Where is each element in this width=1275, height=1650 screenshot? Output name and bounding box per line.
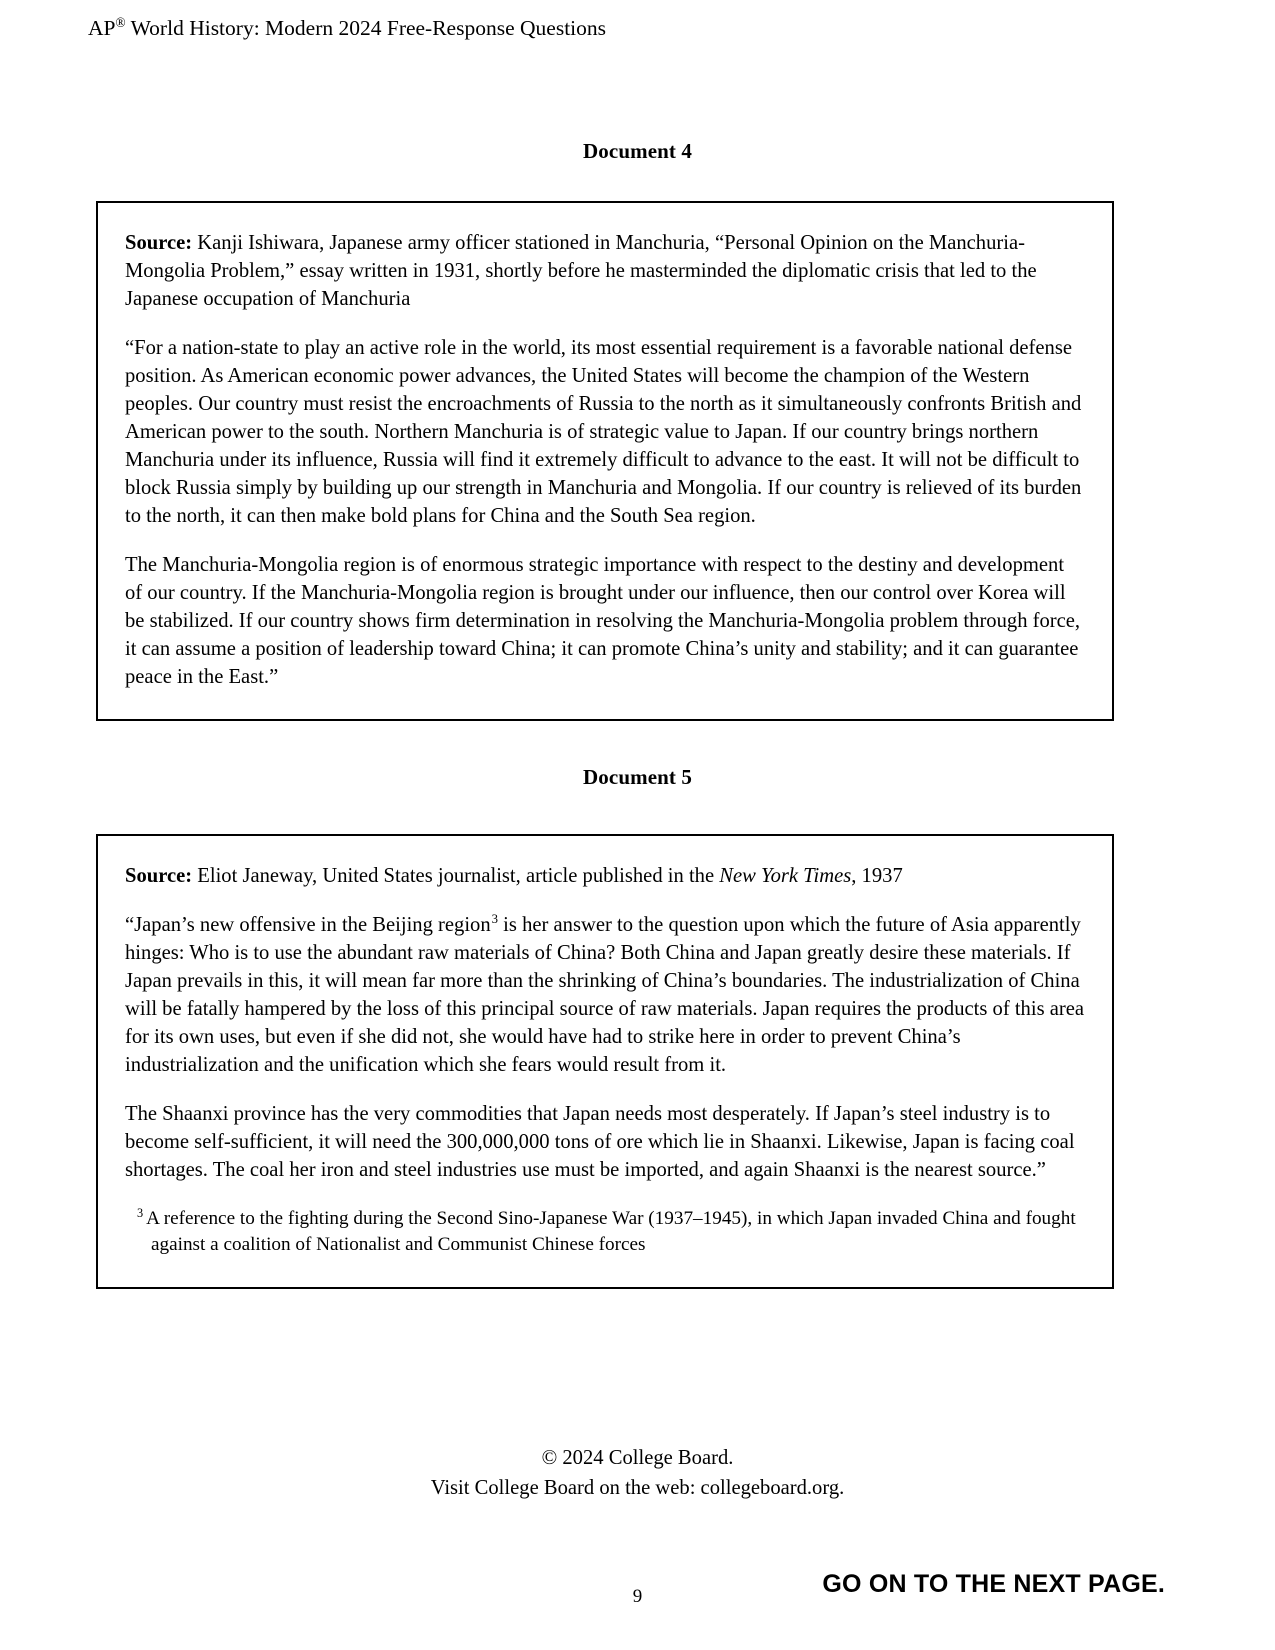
- document-5-paragraph-1-part-1: “Japan’s new offensive in the Beijing region: [125, 914, 491, 936]
- copyright-line: © 2024 College Board.: [541, 1447, 734, 1469]
- source-label: Source:: [125, 865, 193, 887]
- source-citation-text-part-1: Eliot Janeway, United States journalist, article published in the: [192, 865, 720, 887]
- document-4-content: [98, 203, 1112, 711]
- go-on-to-next-page-notice: GO ON TO THE NEXT PAGE.: [822, 1570, 1165, 1598]
- document-4-heading: Document 4: [583, 139, 692, 163]
- footnote-marker: 3: [137, 1205, 144, 1220]
- page-header-title-prefix: AP: [88, 16, 116, 40]
- website-line: Visit College Board on the web: collegeboard.org.: [430, 1476, 845, 1499]
- page-header: [88, 16, 606, 42]
- document-4-paragraph-2: The Manchuria-Mongolia region is of enormous strategic importance with respect to the destiny and development of our country. If the Manchuria-Mongolia region is brought under our influence, then our control over Korea will be stabilized. If our country shows firm determination in resolving the Manchuria-Mongolia problem through force, it can assume a position of leadership toward China; it can promote China’s unity and stability; and it can guarantee peace in the East.”: [125, 554, 1081, 688]
- document-5-paragraph-2: The Shaanxi province has the very commodities that Japan needs most desperately. If Japan’s steel industry is to become self-sufficient, it will need the 300,000,000 tons of ore which lie in Shaanxi. Likewise, Japan is facing coal shortages. The coal her iron and steel industries use must be imported, and again Shaanxi is the nearest source.”: [125, 1103, 1075, 1181]
- document-4-source-line: [125, 229, 1086, 313]
- source-citation-text-part-2: , 1937: [851, 865, 903, 887]
- document-4-paragraph-1: “For a nation-state to play an active role in the world, its most essential requirement is a favorable national defense position. As American economic power advances, the United States will become the champion of the Western peoples. Our country must resist the encroachments of Russia to the north as it simultaneously confronts British and American power to the south. Northern Manchuria is of strategic value to Japan. If our country brings northern Manchuria under its influence, Russia will find it extremely difficult to advance to the east. It will not be difficult to block Russia simply by building up our strength in Manchuria and Mongolia. If our country is relieved of its burden to the north, it can then make bold plans for China and the South Sea region.: [125, 337, 1082, 527]
- document-5-paragraph-1-part-2: is her answer to the question upon which the future of Asia apparently hinges: Who is to use the abundant raw materials of China? Both China and Japan greatly desire these materials. If Japan prevails in this, it will mean far more than the shrinking of China’s boundaries. The industrialization of China will be fatally hampered by the loss of this principal source of raw materials. Japan requires the products of this area for its own uses, but even if she did not, she would have had to strike here in order to prevent China’s industrialization and the unification which she fears would result from it.: [125, 914, 1085, 1076]
- page-number: 9: [632, 1586, 643, 1607]
- footnote-reference-icon: 3: [491, 912, 499, 927]
- document-5-content: [98, 836, 1112, 1278]
- document-5-paragraph-1: [125, 911, 1086, 1079]
- document-5-footnote: [125, 1206, 1086, 1258]
- source-citation-text: Kanji Ishiwara, Japanese army officer stationed in Manchuria, “Personal Opinion on the Manchuria-Mongolia Problem,” essay written in 1931, shortly before he masterminded the diplomatic crisis that led to the Japanese occupation of Manchuria: [125, 232, 1037, 310]
- footnote-text: A reference to the fighting during the Second Sino-Japanese War (1937–1945), in which Japan invaded China and fought against a coalition of Nationalist and Communist Chinese forces: [146, 1208, 1076, 1256]
- registered-trademark-icon: ®: [115, 14, 126, 30]
- document-4-box: [96, 201, 1114, 721]
- document-5-source-line: [125, 862, 1086, 890]
- source-publication-name: New York Times: [719, 865, 852, 887]
- document-5-heading: Document 5: [583, 765, 692, 789]
- page-header-title-suffix: World History: Modern 2024 Free-Response Questions: [125, 16, 607, 40]
- page-footer: [0, 1444, 1275, 1504]
- document-5-box: [96, 834, 1114, 1289]
- source-label: Source:: [125, 232, 193, 254]
